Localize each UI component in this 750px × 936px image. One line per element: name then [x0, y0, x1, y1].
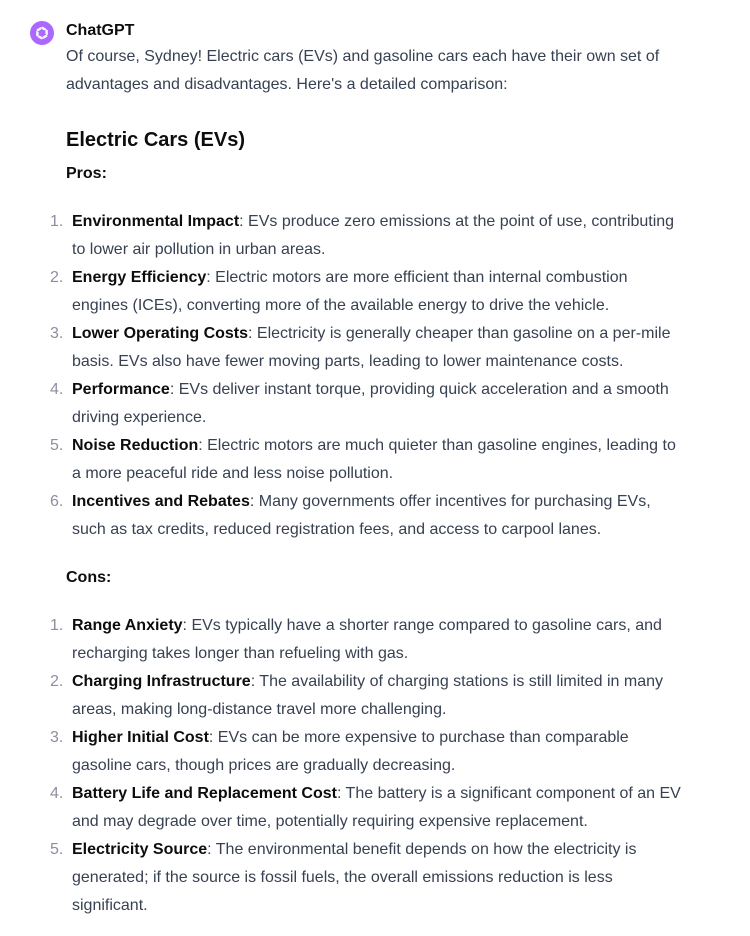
- item-title: Charging Infrastructure: [72, 673, 251, 690]
- list-item: [50, 320, 686, 376]
- item-title: Range Anxiety: [72, 617, 183, 634]
- avatar: [30, 21, 54, 45]
- list-item: [50, 264, 686, 320]
- item-title: Electricity Source: [72, 841, 208, 858]
- list-item: [50, 612, 686, 668]
- section-heading: Electric Cars (EVs): [66, 129, 245, 151]
- pros-heading: Pros:: [66, 165, 107, 182]
- list-item: [50, 724, 686, 780]
- list-item: [50, 432, 686, 488]
- item-text: : EVs typically have a shorter range compared to gasoline cars, and recharging takes longer than refueling with gas.: [72, 617, 662, 662]
- list-item: [50, 208, 686, 264]
- cons-heading: Cons:: [66, 569, 112, 586]
- item-title: Performance: [72, 381, 170, 398]
- item-title: Lower Operating Costs: [72, 325, 249, 342]
- item-text: : The battery is a significant component of an EV and may degrade over time, potentially requiring expensive replacement.: [72, 785, 681, 830]
- list-number: 2.: [50, 269, 64, 286]
- list-number: 2.: [50, 673, 64, 690]
- item-text: : Many governments offer incentives for purchasing EVs, such as tax credits, reduced registration fees, and access to carpool lanes.: [72, 493, 651, 538]
- list-number: 6.: [50, 493, 64, 510]
- item-text: : EVs produce zero emissions at the point of use, contributing to lower air pollution in urban areas.: [72, 213, 675, 258]
- item-text: : EVs can be more expensive to purchase than comparable gasoline cars, though prices are gradually decreasing.: [72, 729, 629, 774]
- list-item: [50, 780, 686, 836]
- intro-text: Of course, Sydney! Electric cars (EVs) and gasoline cars each have their own set of advantages and disadvantages. Here's a detailed comparison:: [66, 48, 660, 93]
- list-number: 4.: [50, 381, 64, 398]
- list-number: 1.: [50, 213, 64, 230]
- openai-logo-icon: [34, 25, 50, 41]
- item-title: Energy Efficiency: [72, 269, 207, 286]
- list-item: [50, 376, 686, 432]
- list-item: [50, 836, 686, 920]
- item-text: : Electric motors are much quieter than gasoline engines, leading to a more peaceful ride and less noise pollution.: [72, 437, 676, 482]
- list-number: 5.: [50, 437, 64, 454]
- list-number: 5.: [50, 841, 64, 858]
- cons-list: [50, 612, 686, 920]
- item-text: : EVs deliver instant torque, providing quick acceleration and a smooth driving experience.: [72, 381, 669, 426]
- item-title: Battery Life and Replacement Cost: [72, 785, 337, 802]
- list-number: 3.: [50, 325, 64, 342]
- list-item: [50, 488, 686, 544]
- item-title: Noise Reduction: [72, 437, 199, 454]
- pros-list: [50, 208, 686, 544]
- item-title: Higher Initial Cost: [72, 729, 209, 746]
- item-title: Incentives and Rebates: [72, 493, 250, 510]
- list-number: 1.: [50, 617, 64, 634]
- item-text: : Electricity is generally cheaper than gasoline on a per-mile basis. EVs also have fewer moving parts, leading to lower maintenance costs.: [72, 325, 671, 370]
- item-title: Environmental Impact: [72, 213, 240, 230]
- item-text: : Electric motors are more efficient than internal combustion engines (ICEs), converting more of the available energy to drive the vehicle.: [72, 269, 628, 314]
- list-number: 4.: [50, 785, 64, 802]
- message-content: [50, 43, 686, 920]
- list-number: 3.: [50, 729, 64, 746]
- message-author: ChatGPT: [66, 22, 135, 39]
- list-item: [50, 668, 686, 724]
- item-text: : The environmental benefit depends on how the electricity is generated; if the source is fossil fuels, the overall emissions reduction is less significant.: [72, 841, 637, 914]
- item-text: : The availability of charging stations is still limited in many areas, making long-distance travel more challenging.: [72, 673, 664, 718]
